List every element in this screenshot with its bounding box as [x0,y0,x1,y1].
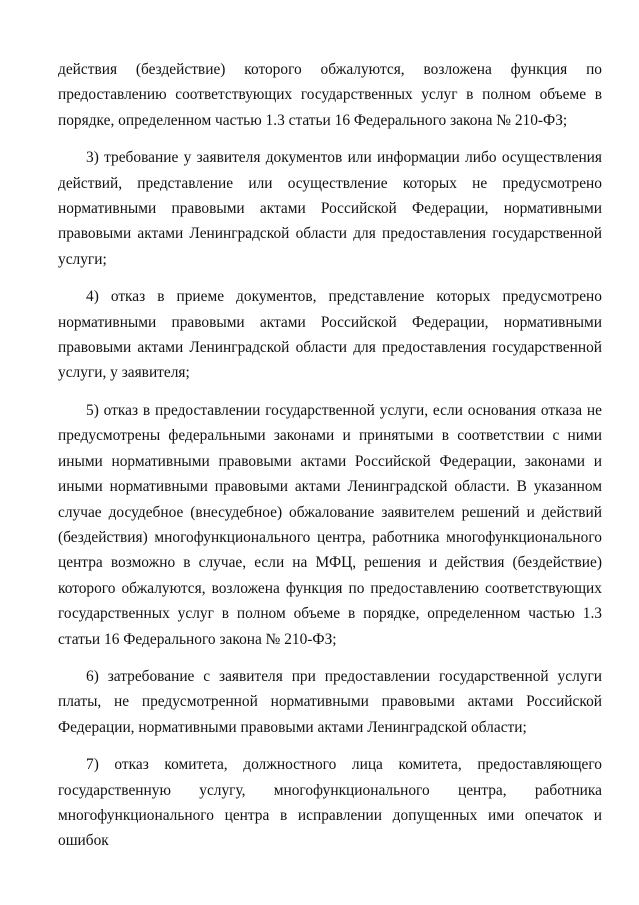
paragraph-item-5: 5) отказ в предоставлении государственной услуги, если основания отказа не предусмотрены федеральными законами и принятыми в соответствии с ними иными нормативными правовыми актами Российской Федерации, законами и иными нормативными правовыми актами Ленинградской области. В указанном случае досудебное (внесудебное) обжалование заявителем решений и действий (бездействия) многофункционального центра, работника многофункционального центра возможно в случае, если на МФЦ, решения и действия (бездействие) которого обжалуются, возложена функция по предоставлению соответствующих государственных услуг в полном объеме в порядке, определенном частью 1.3 статьи 16 Федерального закона № 210-ФЗ; [58,401,602,648]
paragraph-item-4: 4) отказ в приеме документов, представление которых предусмотрено нормативными правовыми актами Российской Федерации, нормативными правовыми актами Ленинградской области для предоставления государственной услуги, у заявителя; [58,288,602,382]
top-cut-off-text [240,0,350,4]
paragraph-continuation: действия (бездействие) которого обжалуются, возложена функция по предоставлению соответствующих государственных услуг в полном объеме в порядке, определенном частью 1.3 статьи 16 Федерального закона № 210-ФЗ; [58,61,602,129]
paragraph-item-3: 3) требование у заявителя документов или информации либо осуществления действий, представление или осуществление которых не предусмотрено нормативными правовыми актами Российской Федерации, нормативными правовыми актами Ленинградской области для предоставления государственной услуги; [58,149,602,268]
paragraph-item-7: 7) отказ комитета, должностного лица комитета, предоставляющего государственную услугу, многофункционального центра, работника многофункционального центра в исправлении допущенных ими опечаток и ошибок [58,756,602,850]
paragraph-item-6: 6) затребование с заявителя при предоставлении государственной услуги платы, не предусмотренной нормативными правовыми актами Российской Федерации, нормативными правовыми актами Ленинградской области; [58,667,602,736]
document-body [58,57,602,854]
